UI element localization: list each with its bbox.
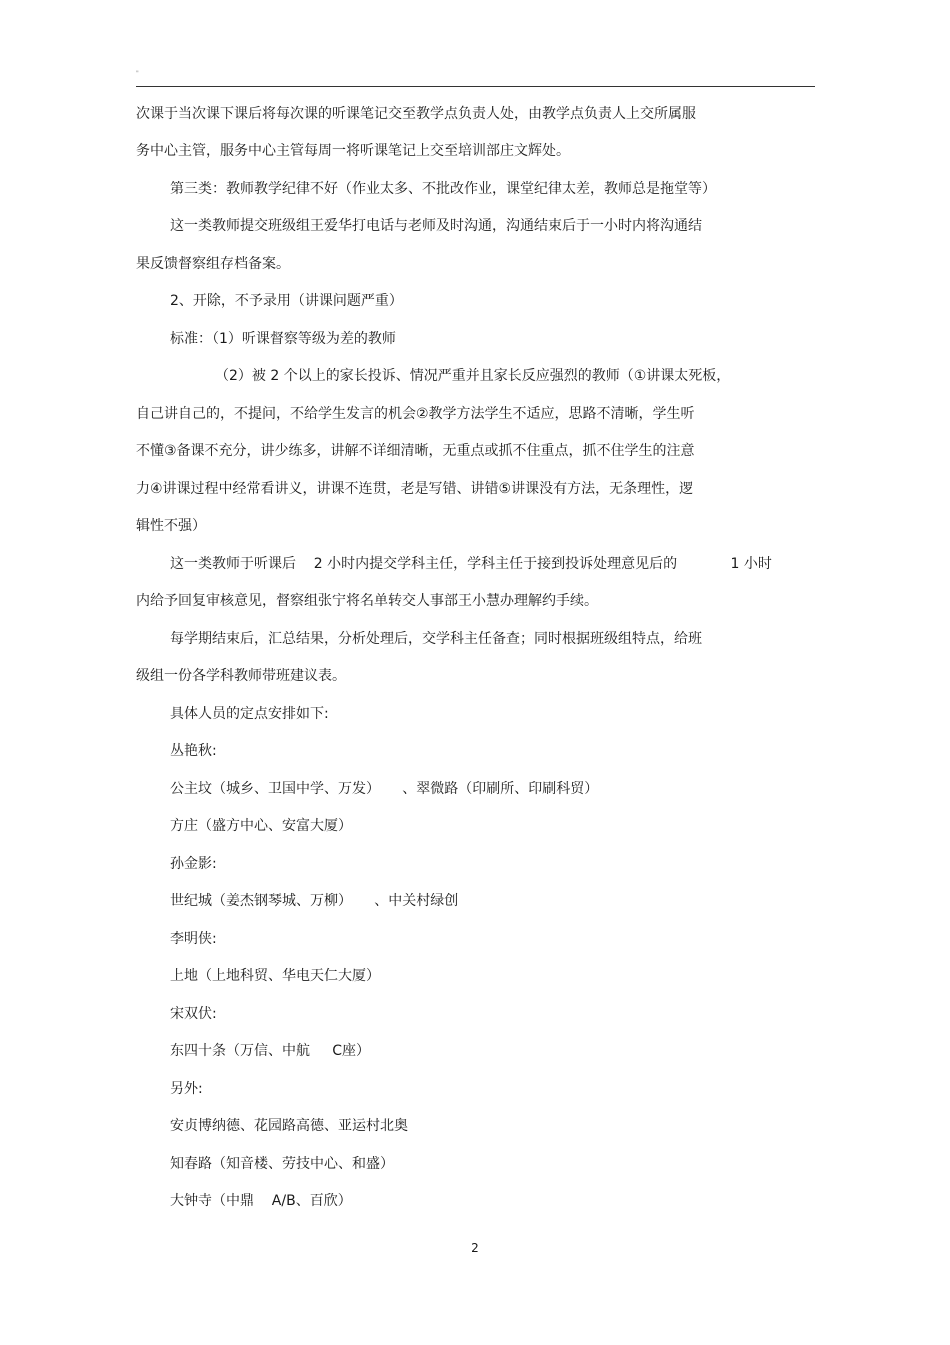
text-line: 次课于当次课下课后将每次课的听课笔记交至教学点负责人处，由教学点负责人上交所属服 [136,106,696,122]
text-line: 这一类教师于听课后 2 小时内提交学科主任，学科主任于接到投诉处理意见后的 1 小时 [170,556,772,572]
text-line: 内给予回复审核意见，督察组张宁将名单转交人事部王小慧办理解约手续。 [136,593,598,609]
header-mark: " [136,70,139,77]
text-line: 世纪城（姜杰钢琴城、万柳） 、中关村绿创 [170,893,459,909]
text-line: 具体人员的定点安排如下: [170,706,329,722]
text-line: 第三类：教师教学纪律不好（作业太多、不批改作业，课堂纪律太差，教师总是拖堂等） [170,181,716,197]
text-line: 另外: [170,1081,203,1097]
text-line: 务中心主管，服务中心主管每周一将听课笔记上交至培训部庄文辉处。 [136,143,570,159]
text-line: 东四十条（万信、中航 C座） [170,1043,371,1059]
header-rule [136,86,815,87]
text-line: 力④讲课过程中经常看讲义，讲课不连贯，老是写错、讲错⑤讲课没有方法，无条理性，逻 [136,481,694,497]
text-line: 辑性不强） [136,518,206,534]
text-line: （2）被 2 个以上的家长投诉、情况严重并且家长反应强烈的教师（①讲课太死板， [215,368,731,384]
text-line: 丛艳秋: [170,743,217,759]
text-line: 这一类教师提交班级组王爱华打电话与老师及时沟通，沟通结束后于一小时内将沟通结 [170,218,702,234]
text-line: 上地（上地科贸、华电天仁大厦） [170,968,380,984]
text-line: 方庄（盛方中心、安富大厦） [170,818,352,834]
text-line: 自己讲自己的，不提问，不给学生发言的机会②教学方法学生不适应，思路不清晰，学生听 [136,406,695,422]
text-line: 每学期结束后，汇总结果，分析处理后，交学科主任备查；同时根据班级组特点，给班 [170,631,702,647]
text-line: 级组一份各学科教师带班建议表。 [136,668,346,684]
page-number: 2 [471,1241,479,1255]
text-line: 李明侠: [170,931,217,947]
text-line: 知春路（知音楼、劳技中心、和盛） [170,1156,394,1172]
text-line: 宋双伏: [170,1006,217,1022]
text-line: 2、开除，不予录用（讲课问题严重） [170,293,403,309]
text-line: 果反馈督察组存档备案。 [136,256,290,272]
text-line: 不懂③备课不充分，讲少练多，讲解不详细清晰，无重点或抓不住重点，抓不住学生的注意 [136,443,695,459]
text-line: 大钟寺（中鼎 A/B、百欣） [170,1193,352,1209]
text-line: 孙金影: [170,856,217,872]
text-line: 安贞博纳德、花园路高德、亚运村北奥 [170,1118,408,1134]
text-line: 标准：（1）听课督察等级为差的教师 [170,331,396,347]
text-line: 公主坟（城乡、卫国中学、万发） 、翠微路（印刷所、印刷科贸） [170,781,599,797]
